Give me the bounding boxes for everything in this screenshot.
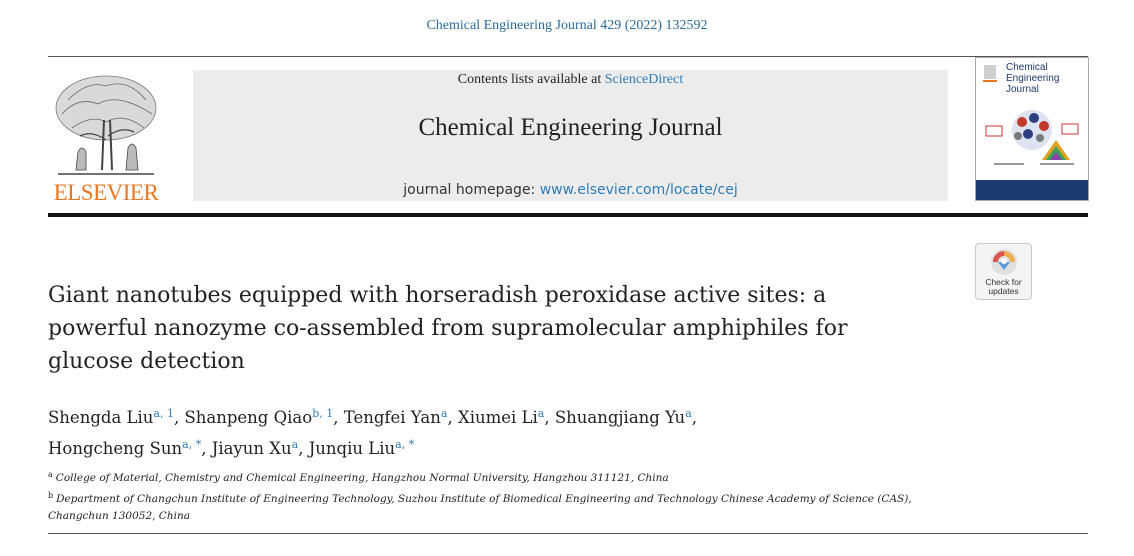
author-affiliation-marker[interactable]: a, *: [395, 438, 415, 451]
bottom-divider: [48, 533, 1088, 534]
author-separator: ,: [691, 408, 697, 427]
affiliation-item: [48, 466, 1048, 487]
journal-citation[interactable]: Chemical Engineering Journal 429 (2022) 132592: [426, 18, 708, 33]
title-line: powerful nanozyme co-assembled from supramolecular amphiphiles for: [48, 316, 848, 341]
affiliation-text: Changchun 130052, China: [48, 510, 190, 522]
author-line: [48, 400, 948, 431]
badge-line: updates: [988, 286, 1019, 296]
check-for-updates-icon: [990, 248, 1018, 276]
title-line: glucose detection: [48, 349, 245, 374]
elsevier-logo[interactable]: [46, 70, 166, 205]
author-line: [48, 431, 948, 462]
author-separator: ,: [544, 408, 555, 427]
author-affiliation-marker[interactable]: a: [291, 438, 299, 451]
author-separator: ,: [173, 408, 185, 427]
author-name[interactable]: Xiumei Li: [457, 408, 538, 427]
elsevier-wordmark: ELSEVIER: [53, 180, 159, 205]
author-affiliation-marker[interactable]: a: [537, 407, 545, 420]
article-title: [48, 279, 948, 378]
author-separator: ,: [201, 439, 212, 458]
journal-title[interactable]: Chemical Engineering Journal: [418, 114, 723, 141]
author-affiliation-marker[interactable]: a, 1: [153, 407, 174, 420]
masthead-divider: [48, 213, 1088, 217]
author-list: [48, 400, 948, 462]
affiliation-marker: b: [48, 491, 54, 500]
author-separator: ,: [447, 408, 458, 427]
elsevier-tree-icon: [48, 70, 164, 180]
affiliation-marker: a: [48, 470, 53, 479]
journal-masthead: [193, 70, 948, 201]
sciencedirect-link[interactable]: ScienceDirect: [604, 72, 684, 87]
title-line: Giant nanotubes equipped with horseradish peroxidase active sites: a: [48, 283, 827, 308]
author-name[interactable]: Jiayun Xu: [211, 439, 292, 458]
author-name[interactable]: Shanpeng Qiao: [184, 408, 313, 427]
author-name[interactable]: Tengfei Yan: [343, 408, 441, 427]
author-affiliation-marker[interactable]: a: [440, 407, 448, 420]
contents-prefix: Contents lists available at: [457, 72, 605, 87]
author-affiliation-marker[interactable]: a: [685, 407, 692, 420]
affiliation-text: Department of Changchun Institute of Engineering Technology, Suzhou Institute of Biomedical Engineering and Technology Chinese Academy of Science (CAS),: [56, 493, 912, 505]
contents-line: [193, 72, 948, 88]
affiliation-text: College of Material, Chemistry and Chemical Engineering, Hangzhou Normal University, Hangzhou 311121, China: [55, 472, 669, 484]
affiliation-item: [48, 487, 1048, 508]
homepage-prefix: journal homepage:: [403, 182, 540, 198]
homepage-line: [193, 182, 948, 198]
journal-cover-image[interactable]: [975, 57, 1089, 201]
cover-title: [1006, 62, 1059, 95]
author-affiliation-marker[interactable]: a, *: [182, 438, 202, 451]
cover-title-line: Chemical: [1006, 62, 1048, 73]
cover-artwork: [984, 102, 1080, 176]
check-for-updates-button[interactable]: [975, 243, 1032, 300]
check-for-updates-label: [976, 278, 1031, 296]
cover-title-line: Engineering: [1006, 73, 1060, 84]
author-separator: ,: [298, 439, 309, 458]
affiliation-item: [48, 508, 1048, 525]
top-divider: [48, 56, 1088, 57]
author-separator: ,: [333, 408, 344, 427]
author-name[interactable]: Junqiu Liu: [308, 439, 396, 458]
author-name[interactable]: Shuangjiang Yu: [554, 408, 686, 427]
cover-footer-strip: [976, 180, 1088, 200]
affiliations: [48, 466, 1048, 525]
homepage-link[interactable]: www.elsevier.com/locate/cej: [539, 182, 738, 198]
author-affiliation-marker[interactable]: b, 1: [312, 407, 334, 420]
author-name[interactable]: Hongcheng Sun: [48, 439, 183, 458]
badge-line: Check for: [985, 277, 1022, 287]
author-name[interactable]: Shengda Liu: [48, 408, 154, 427]
cover-logo-icon: [982, 63, 998, 83]
cover-title-line: Journal: [1006, 84, 1039, 95]
